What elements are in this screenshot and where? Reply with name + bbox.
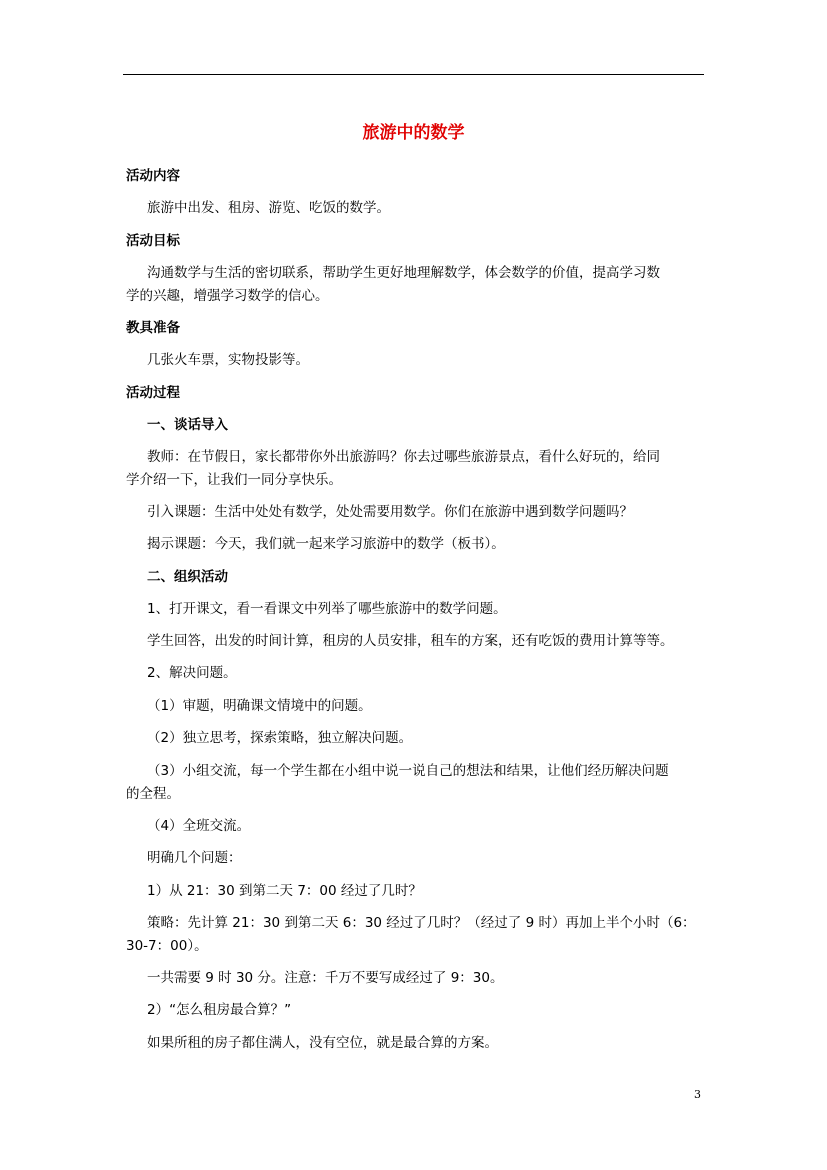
step2-3-line2: 的全程。 [126,786,180,802]
content-heading: 活动内容 [126,168,180,184]
step1-answer: 学生回答，出发的时间计算，租房的人员安排，租车的方案，还有吃饭的费用计算等等。 [147,633,674,649]
step2-4: （4）全班交流。 [147,818,251,834]
step2: 2、解决问题。 [147,665,237,681]
step2-1: （1）审题，明确课文情境中的问题。 [147,698,372,714]
reveal-topic: 揭示课题：今天，我们就一起来学习旅游中的数学（板书）。 [147,536,505,552]
intro-topic: 引入课题：生活中处处有数学，处处需要用数学。你们在旅游中遇到数学问题吗？ [147,504,633,520]
page-title: 旅游中的数学 [362,123,465,143]
question2-answer: 如果所租的房子都住满人，没有空位，就是最合算的方案。 [147,1035,498,1051]
teacher-line1: 教师：在节假日，家长都带你外出旅游吗？你去过哪些旅游景点，看什么好玩的，给同 [147,449,660,465]
header-rule [123,74,704,75]
question1: 1）从 21：30 到第二天 7：00 经过了几时？ [147,883,422,899]
part2-heading: 二、组织活动 [147,569,228,585]
step1: 1、打开课文，看一看课文中列举了哪些旅游中的数学问题。 [147,601,507,617]
total-time: 一共需要 9 时 30 分。注意：千万不要写成经过了 9：30。 [147,970,504,986]
prep-heading: 教具准备 [126,320,180,336]
step2-3-line1: （3）小组交流，每一个学生都在小组中说一说自己的想法和结果，让他们经历解决问题 [147,763,669,779]
strategy-line2: 30-7：00）。 [126,938,208,954]
goal-heading: 活动目标 [126,233,180,249]
question2: 2）“怎么租房最合算？” [147,1002,292,1018]
part1-heading: 一、谈话导入 [147,417,228,433]
goal-text-line1: 沟通数学与生活的密切联系，帮助学生更好地理解数学，体会数学的价值，提高学习数 [147,265,660,281]
content-text: 旅游中出发、租房、游览、吃饭的数学。 [147,200,390,216]
page-number: 3 [694,1088,701,1101]
clarify-text: 明确几个问题： [147,850,242,866]
prep-text: 几张火车票，实物投影等。 [147,352,309,368]
step2-2: （2）独立思考，探索策略，独立解决问题。 [147,730,413,746]
process-heading: 活动过程 [126,385,180,401]
teacher-line2: 学介绍一下，让我们一同分享快乐。 [126,472,342,488]
goal-text-line2: 学的兴趣，增强学习数学的信心。 [126,288,329,304]
strategy-line1: 策略：先计算 21：30 到第二天 6：30 经过了几时？（经过了 9 时）再加上半个小时（6： [147,915,696,931]
